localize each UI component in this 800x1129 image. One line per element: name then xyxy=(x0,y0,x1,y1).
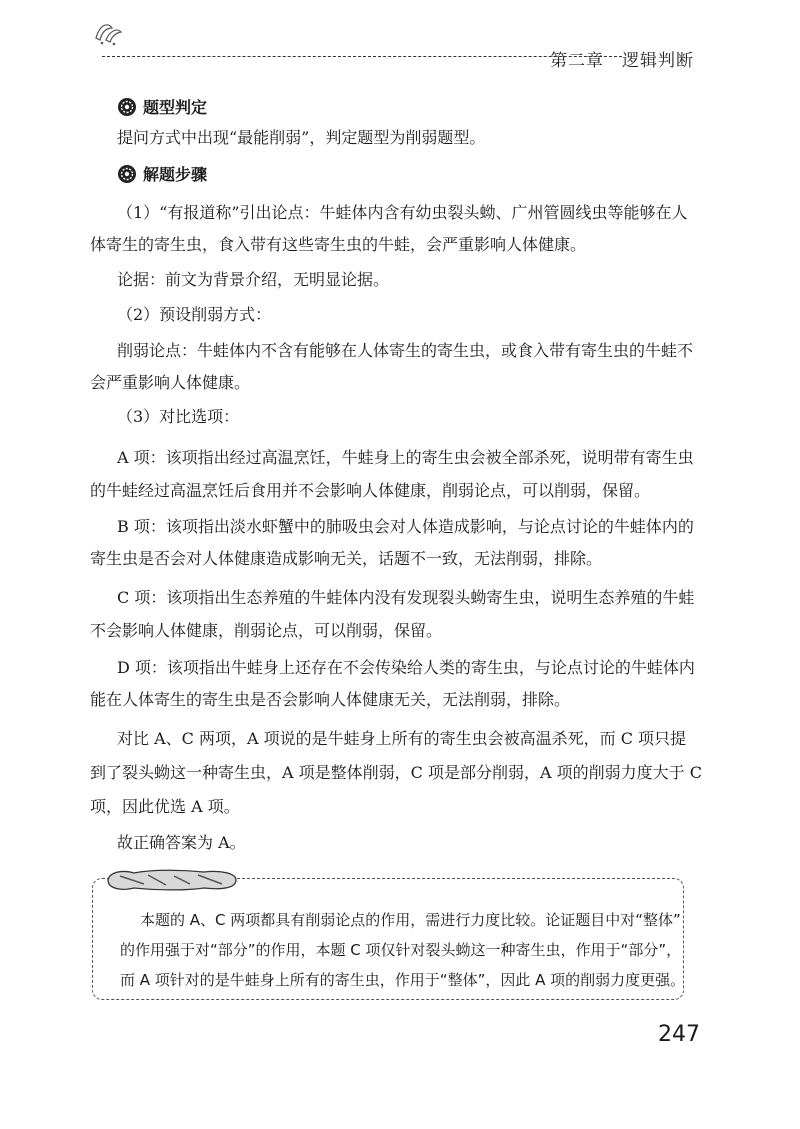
weaken-line2: 会严重影响人体健康。 xyxy=(90,373,251,392)
section-steps-title: 解题步骤 xyxy=(143,165,208,184)
step1-line1: （1）“有报道称”引出论点：牛蛙体内含有幼虫裂头蚴、广州管圆线虫等能够在人 xyxy=(117,203,688,222)
step3-line: （3）对比选项： xyxy=(117,407,240,426)
option-a-line2: 的牛蛙经过高温烹饪后食用并不会影响人体健康，削弱论点，可以削弱，保留。 xyxy=(90,481,651,500)
note-line3: 而 A 项针对的是牛蛙身上所有的寄生虫，作用于“整体”，因此 A 项的削弱力度更强。 xyxy=(120,971,686,989)
flower-bullet-icon xyxy=(117,97,137,117)
leaf-ornament-icon xyxy=(92,18,124,46)
weaken-line1: 削弱论点：牛蛙体内不含有能够在人体寄生的寄生虫，或食入带有寄生虫的牛蛙不 xyxy=(117,341,694,360)
option-d-line1: D 项：该项指出牛蛙身上还存在不会传染给人类的寄生虫，与论点讨论的牛蛙体内 xyxy=(117,658,695,677)
step2-line: （2）预设削弱方式： xyxy=(117,305,272,324)
section-steps-heading xyxy=(117,162,207,185)
compare-line3: 项，因此优选 A 项。 xyxy=(90,797,240,816)
option-b-line2: 寄生虫是否会对人体健康造成影响无关，话题不一致，无法削弱，排除。 xyxy=(90,549,603,568)
header-rule xyxy=(102,56,622,57)
running-header xyxy=(92,18,704,71)
option-c-line1: C 项：该项指出生态养殖的牛蛙体内没有发现裂头蚴寄生虫，说明生态养殖的牛蛙 xyxy=(117,588,695,607)
compare-line2: 到了裂头蚴这一种寄生虫，A 项是整体削弱，C 项是部分削弱，A 项的削弱力度大于 C xyxy=(90,763,702,782)
type-text: 提问方式中出现“最能削弱”，判定题型为削弱题型。 xyxy=(117,128,486,147)
note-banner-icon xyxy=(104,868,240,892)
compare-line1: 对比 A、C 两项，A 项说的是牛蛙身上所有的寄生虫会被高温杀死，而 C 项只提 xyxy=(117,729,687,748)
option-b-line1: B 项：该项指出淡水虾蟹中的肺吸虫会对人体造成影响，与论点讨论的牛蛙体内的 xyxy=(117,517,694,536)
chapter-title: 第二章 逻辑判断 xyxy=(550,51,694,71)
option-a-line1: A 项：该项指出经过高温烹饪，牛蛙身上的寄生虫会被全部杀死，说明带有寄生虫 xyxy=(117,448,694,467)
section-type-heading xyxy=(117,95,207,118)
section-type-title: 题型判定 xyxy=(143,98,208,117)
note-line2: 的作用强于对“部分”的作用，本题 C 项仅针对裂头蚴这一种寄生虫，作用于“部分”， xyxy=(120,941,682,959)
option-c-line2: 不会影响人体健康，削弱论点，可以削弱，保留。 xyxy=(90,621,443,640)
note-line1: 本题的 A、C 两项都具有削弱论点的作用，需进行力度比较。论证题目中对“整体” xyxy=(140,911,681,929)
evidence-line: 论据：前文为背景介绍，无明显论据。 xyxy=(117,270,390,289)
option-d-line2: 能在人体寄生的寄生虫是否会影响人体健康无关，无法削弱，排除。 xyxy=(90,690,571,709)
answer-line: 故正确答案为 A。 xyxy=(117,833,246,852)
page-number: 247 xyxy=(658,1022,700,1047)
step1-line2: 体寄生的寄生虫，食入带有这些寄生虫的牛蛙，会严重影响人体健康。 xyxy=(90,235,587,254)
flower-bullet-icon xyxy=(117,164,137,184)
